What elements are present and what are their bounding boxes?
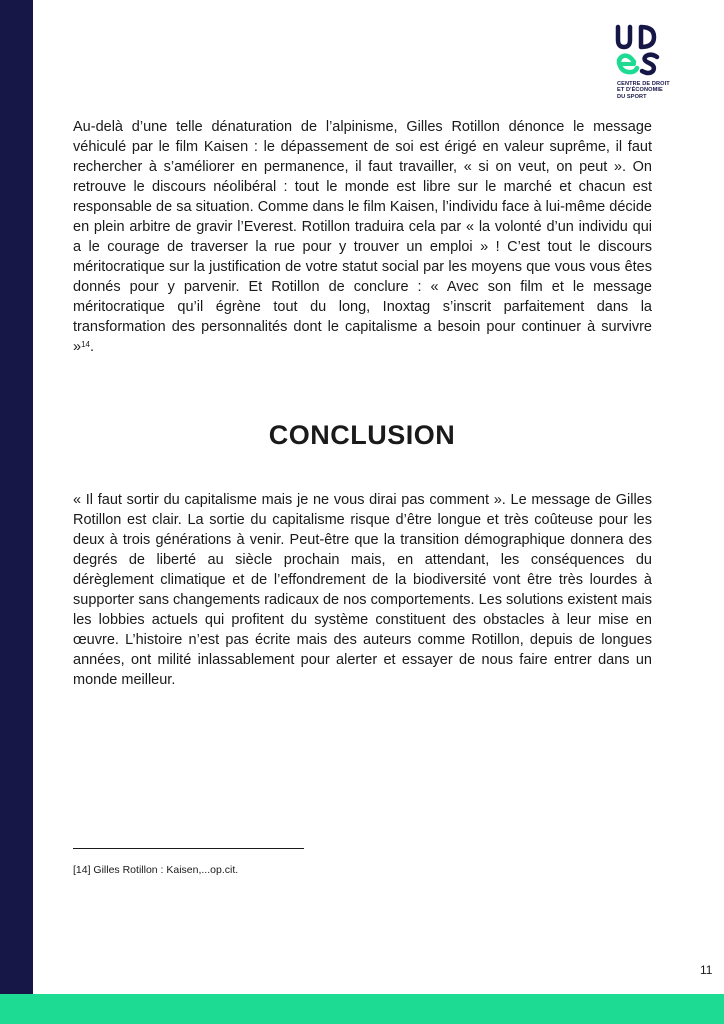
bottom-accent-bar: [0, 994, 724, 1024]
logo-caption-line: ET D'ÉCONOMIE: [617, 87, 663, 94]
body-paragraph-2: « Il faut sortir du capitalisme mais je ne vous dirai pas comment ». Le message de Gilles Rotillon est clair. La sortie du capitalisme risque d’être longue et très coûteuse pour les deux à trois générations à venir. Peut-être que la transition démographique donnera des degrés de liberté au siècle prochain mais, en attendant, les conséquences du dérèglement climatique et de l’effondrement de la biodiversité vont être très lourdes à supporter sans changements radicaux de nos comportements. Les solutions existent mais les lobbies actuels qui profitent du système constituent des obstacles à leur mise en œuvre. L’histoire n’est pas écrite mais des auteurs comme Rotillon, depuis de longues années, ont milité inlassablement pour alerter et essayer de nous faire entrer dans un monde meilleur.: [73, 492, 652, 688]
paragraph-1-text: Au-delà d’une telle dénaturation de l’alpinisme, Gilles Rotillon dénonce le message véhiculé par le film Kaisen : le dépassement de soi est érigé en valeur suprême, il faut rechercher à s’améliorer en permanence, il faut travailler, « si on veut, on peut ». On retrouve le discours néolibéral : tout le monde est libre sur le marché et chacun est responsable de sa situation. Comme dans le film Kaisen, l’individu face à lui-même décide en plein arbitre de gravir l’Everest. Rotillon traduira cela par « la volonté d’un individu qui a le courage de traverser la rue pour y trouver un emploi » ! C’est tout le discours méritocratique sur la justification de votre statut social par les moyens que vous vous êtes donnés pour y parvenir. Et Rotillon de conclure : « Avec son film et le message méritocratique qu’il égrène tout du long, Inoxtag s’inscrit parfaitement dans la transformation des personnalités dont le capitalisme a besoin pour continuer à survivre »: [73, 119, 652, 355]
left-accent-bar: [0, 0, 33, 1024]
paragraph-1-end: .: [89, 339, 95, 355]
body-paragraph-1: [73, 117, 652, 357]
logo-caption-line: DU SPORT: [617, 93, 647, 100]
footnote-reference[interactable]: 14: [81, 340, 90, 349]
footnote: [14] Gilles Rotillon : Kaisen,...op.cit.: [73, 864, 239, 876]
section-heading: CONCLUSION: [268, 420, 456, 450]
page-number: 11: [700, 963, 713, 977]
logo-caption: [617, 81, 717, 100]
logo-caption-line: CENTRE DE DROIT: [617, 81, 670, 87]
footnote-divider: [73, 848, 304, 849]
